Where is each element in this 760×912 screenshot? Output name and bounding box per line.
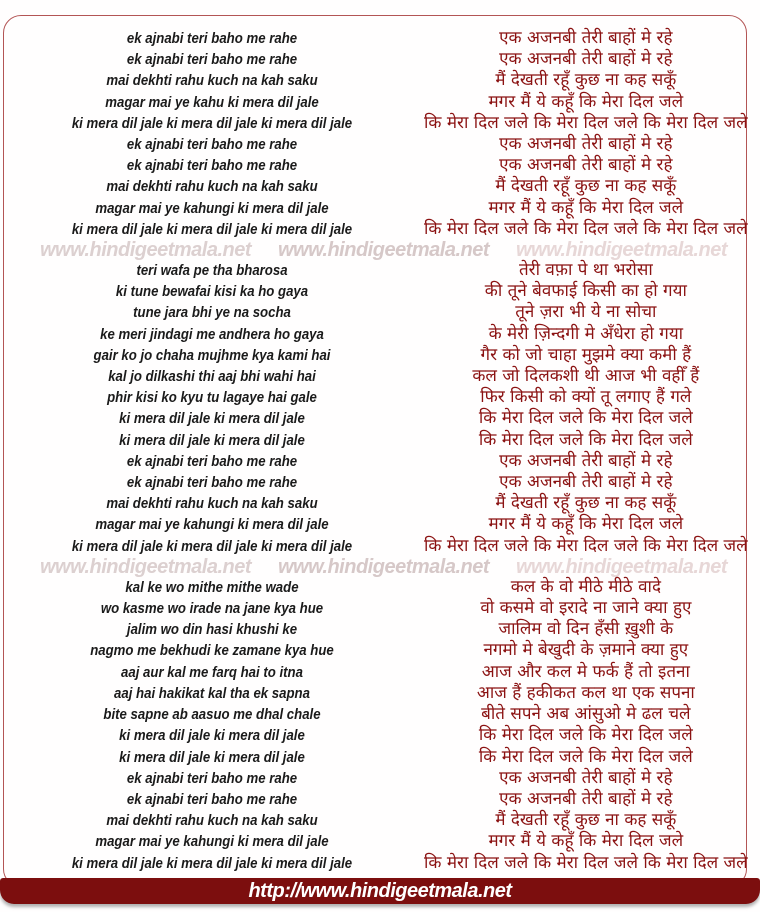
- roman-lyric-line: kal ke wo mithe mithe wade: [125, 578, 299, 596]
- hindi-lyric-line: तूने ज़रा भी ये ना सोचा: [515, 302, 657, 323]
- hindi-lyric-line: मगर मैं ये कहूँ कि मेरा दिल जले: [488, 197, 684, 218]
- hindi-lyric-line: वो कसमे वो इरादे ना जाने क्या हुए: [480, 598, 692, 619]
- hindi-lyric-line: कि मेरा दिल जले कि मेरा दिल जले: [478, 408, 693, 429]
- roman-lyric-line: mai dekhti rahu kuch na kah saku: [106, 178, 318, 196]
- hindi-lyric-line: कल के वो मीठे मीठे वादे: [510, 576, 661, 597]
- roman-lyric-line: bite sapne ab aasuo me dhal chale: [103, 706, 321, 724]
- roman-column: [0, 28, 424, 240]
- roman-lyric-line: wo kasme wo irade na jane kya hue: [100, 600, 324, 618]
- watermark-text: www.hindigeetmala.net: [40, 239, 252, 262]
- hindi-lyric-line: कि मेरा दिल जले कि मेरा दिल जले: [478, 429, 693, 450]
- roman-lyric-line: aaj aur kal me farq hai to itna: [121, 663, 303, 681]
- hindi-lyric-line: एक अजनबी तेरी बाहों मे रहे: [499, 788, 673, 809]
- roman-column: [0, 260, 424, 557]
- roman-lyric-line: ek ajnabi teri baho me rahe: [126, 136, 298, 154]
- hindi-lyric-line: एक अजनबी तेरी बाहों मे रहे: [499, 450, 673, 471]
- roman-lyric-line: ki mera dil jale ki mera dil jale: [119, 431, 305, 449]
- hindi-lyric-line: कि मेरा दिल जले कि मेरा दिल जले कि मेरा दिल जले: [424, 852, 748, 873]
- lyrics-area: [0, 28, 760, 874]
- roman-lyric-line: ki mera dil jale ki mera dil jale: [119, 748, 305, 766]
- watermark-row: [0, 557, 760, 577]
- footer-bar: [0, 878, 760, 904]
- watermark-text: www.hindigeetmala.net: [515, 239, 727, 262]
- roman-lyric-line: teri wafa pe tha bharosa: [136, 262, 288, 280]
- hindi-lyric-line: मैं देखती रहूँ कुछ ना कह सकूँ: [495, 176, 677, 197]
- roman-lyric-line: ki mera dil jale ki mera dil jale ki mera dil jale: [71, 854, 353, 872]
- hindi-lyric-line: कि मेरा दिल जले कि मेरा दिल जले: [478, 746, 693, 767]
- roman-lyric-line: mai dekhti rahu kuch na kah saku: [106, 812, 318, 830]
- roman-lyric-line: magar mai ye kahungi ki mera dil jale: [95, 833, 329, 851]
- roman-lyric-line: ki tune bewafai kisi ka ho gaya: [115, 283, 309, 301]
- watermark-text: www.hindigeetmala.net: [277, 555, 489, 578]
- hindi-lyric-line: कल जो दिलकशी थी आज भी वहीँ हैं: [472, 366, 700, 387]
- hindi-lyric-line: एक अजनबी तेरी बाहों मे रहे: [499, 155, 673, 176]
- roman-lyric-line: magar mai ye kahungi ki mera dil jale: [95, 516, 329, 534]
- roman-lyric-line: jalim wo din hasi khushi ke: [126, 621, 298, 639]
- hindi-lyric-line: मगर मैं ये कहूँ कि मेरा दिल जले: [488, 91, 684, 112]
- hindi-lyric-line: मैं देखती रहूँ कुछ ना कह सकूँ: [495, 493, 677, 514]
- roman-lyric-line: kal jo dilkashi thi aaj bhi wahi hai: [108, 368, 316, 386]
- roman-lyric-line: mai dekhti rahu kuch na kah saku: [106, 72, 318, 90]
- hindi-lyric-line: मगर मैं ये कहूँ कि मेरा दिल जले: [488, 514, 684, 535]
- roman-lyric-line: ki mera dil jale ki mera dil jale: [119, 727, 305, 745]
- hindi-lyric-line: नगमो मे बेखुदी के ज़माने क्या हुए: [483, 640, 689, 661]
- hindi-lyric-line: जालिम वो दिन हँसी ख़ुशी के: [498, 619, 674, 640]
- roman-lyric-line: ek ajnabi teri baho me rahe: [126, 157, 298, 175]
- roman-lyric-line: tune jara bhi ye na socha: [133, 304, 291, 322]
- hindi-column: [424, 260, 760, 557]
- hindi-lyric-line: मैं देखती रहूँ कुछ ना कह सकूँ: [495, 70, 677, 91]
- hindi-lyric-line: मैं देखती रहूँ कुछ ना कह सकूँ: [495, 810, 677, 831]
- stanza: [0, 28, 760, 240]
- roman-lyric-line: ek ajnabi teri baho me rahe: [126, 51, 298, 69]
- watermark-text: www.hindigeetmala.net: [515, 555, 727, 578]
- footer-site-url: http://www.hindigeetmala.net: [248, 879, 512, 902]
- hindi-lyric-line: कि मेरा दिल जले कि मेरा दिल जले कि मेरा दिल जले: [424, 535, 748, 556]
- roman-lyric-line: magar mai ye kahungi ki mera dil jale: [95, 199, 329, 217]
- roman-lyric-line: magar mai ye kahu ki mera dil jale: [105, 93, 319, 111]
- hindi-lyric-line: के मेरी ज़िन्दगी मे अँधेरा हो गया: [488, 323, 684, 344]
- hindi-lyric-line: एक अजनबी तेरी बाहों मे रहे: [499, 28, 673, 48]
- hindi-column: [424, 577, 760, 874]
- roman-lyric-line: ek ajnabi teri baho me rahe: [126, 474, 298, 492]
- roman-lyric-line: ek ajnabi teri baho me rahe: [126, 30, 298, 47]
- roman-lyric-line: ek ajnabi teri baho me rahe: [126, 790, 298, 808]
- hindi-lyric-line: कि मेरा दिल जले कि मेरा दिल जले कि मेरा दिल जले: [424, 218, 748, 239]
- roman-lyric-line: aaj hai hakikat kal tha ek sapna: [114, 684, 310, 702]
- hindi-lyric-line: एक अजनबी तेरी बाहों मे रहे: [499, 49, 673, 70]
- hindi-lyric-line: की तूने बेवफाई किसी का हो गया: [484, 281, 687, 302]
- hindi-lyric-line: एक अजनबी तेरी बाहों मे रहे: [499, 767, 673, 788]
- roman-lyric-line: mai dekhti rahu kuch na kah saku: [106, 495, 318, 513]
- hindi-lyric-line: आज और कल मे फर्क हैं तो इतना: [481, 661, 690, 682]
- stanza: [0, 260, 760, 557]
- hindi-lyric-line: एक अजनबी तेरी बाहों मे रहे: [499, 472, 673, 493]
- stanza: [0, 577, 760, 874]
- roman-lyric-line: phir kisi ko kyu tu lagaye hai gale: [107, 389, 317, 407]
- hindi-lyric-line: कि मेरा दिल जले कि मेरा दिल जले कि मेरा दिल जले: [424, 112, 748, 133]
- hindi-lyric-line: गैर को जो चाहा मुझमे क्या कमी हैं: [480, 344, 692, 365]
- hindi-lyric-line: कि मेरा दिल जले कि मेरा दिल जले: [478, 725, 693, 746]
- roman-lyric-line: gair ko jo chaha mujhme kya kami hai: [93, 346, 331, 364]
- hindi-lyric-line: मगर मैं ये कहूँ कि मेरा दिल जले: [488, 831, 684, 852]
- roman-lyric-line: ki mera dil jale ki mera dil jale ki mera dil jale: [71, 537, 353, 555]
- watermark-row: [0, 240, 760, 260]
- roman-lyric-line: ki mera dil jale ki mera dil jale ki mera dil jale: [71, 220, 353, 238]
- watermark-text: www.hindigeetmala.net: [40, 555, 252, 578]
- roman-lyric-line: ki mera dil jale ki mera dil jale ki mera dil jale: [71, 114, 353, 132]
- roman-lyric-line: ke meri jindagi me andhera ho gaya: [100, 325, 324, 343]
- hindi-lyric-line: फिर किसी को क्यों तू लगाए हैं गले: [480, 387, 692, 408]
- roman-lyric-line: ek ajnabi teri baho me rahe: [126, 452, 298, 470]
- roman-lyric-line: nagmo me bekhudi ke zamane kya hue: [90, 642, 334, 660]
- hindi-column: [424, 28, 760, 240]
- roman-lyric-line: ek ajnabi teri baho me rahe: [126, 769, 298, 787]
- watermark-text: www.hindigeetmala.net: [277, 239, 489, 262]
- hindi-lyric-line: एक अजनबी तेरी बाहों मे रहे: [499, 134, 673, 155]
- roman-column: [0, 577, 424, 874]
- roman-lyric-line: ki mera dil jale ki mera dil jale: [119, 410, 305, 428]
- hindi-lyric-line: बीते सपने अब आंसुओ मे ढल चले: [481, 704, 691, 725]
- hindi-lyric-line: आज हैं हकीकत कल था एक सपना: [476, 682, 695, 703]
- hindi-lyric-line: तेरी वफ़ा पे था भरोसा: [518, 260, 653, 281]
